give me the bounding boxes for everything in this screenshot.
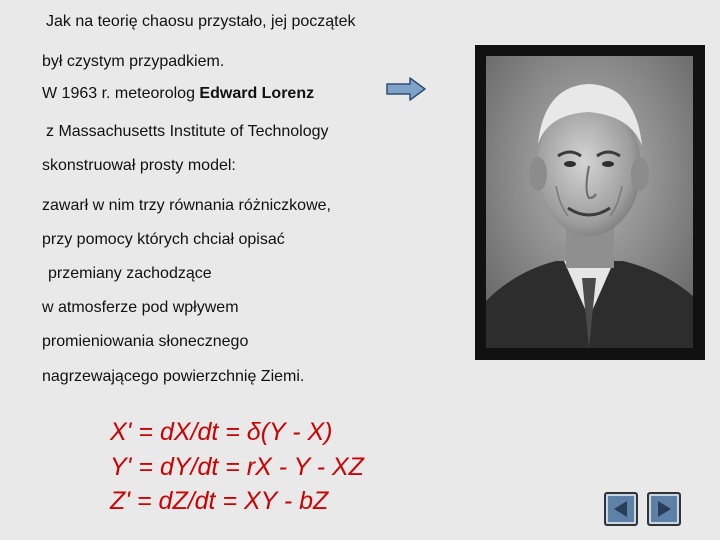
text-line-3-prefix: W 1963 r. meteorolog	[42, 85, 200, 102]
text-line-4: z Massachusetts Institute of Technology	[46, 123, 329, 140]
text-line-2: był czystym przypadkiem.	[42, 53, 225, 70]
text-line-6: zawarł w nim trzy równania różniczkowe,	[42, 197, 331, 214]
text-line-5: skonstruował prosty model:	[42, 157, 236, 174]
equation-z: Z' = dZ/dt = XY - bZ	[110, 487, 329, 515]
text-line-1: Jak na teorię chaosu przystało, jej początek	[46, 13, 356, 30]
triangle-left-icon	[610, 498, 632, 520]
text-line-8: przemiany zachodzące	[48, 265, 212, 282]
text-line-9: w atmosferze pod wpływem	[42, 299, 239, 316]
next-slide-button[interactable]	[647, 492, 681, 526]
equation-x: X' = dX/dt = δ(Y - X)	[110, 418, 333, 446]
text-line-11: nagrzewającego powierzchnię Ziemi.	[42, 368, 305, 385]
equation-y: Y' = dY/dt = rX - Y - XZ	[110, 453, 364, 481]
portrait-photo	[486, 56, 693, 348]
text-line-10: promieniowania słonecznego	[42, 333, 249, 350]
triangle-right-icon	[653, 498, 675, 520]
previous-slide-button[interactable]	[604, 492, 638, 526]
right-arrow-icon[interactable]	[386, 76, 426, 102]
scientist-name: Edward Lorenz	[199, 85, 315, 102]
text-line-3	[42, 85, 314, 103]
text-line-7: przy pomocy których chciał opisać	[42, 231, 285, 248]
